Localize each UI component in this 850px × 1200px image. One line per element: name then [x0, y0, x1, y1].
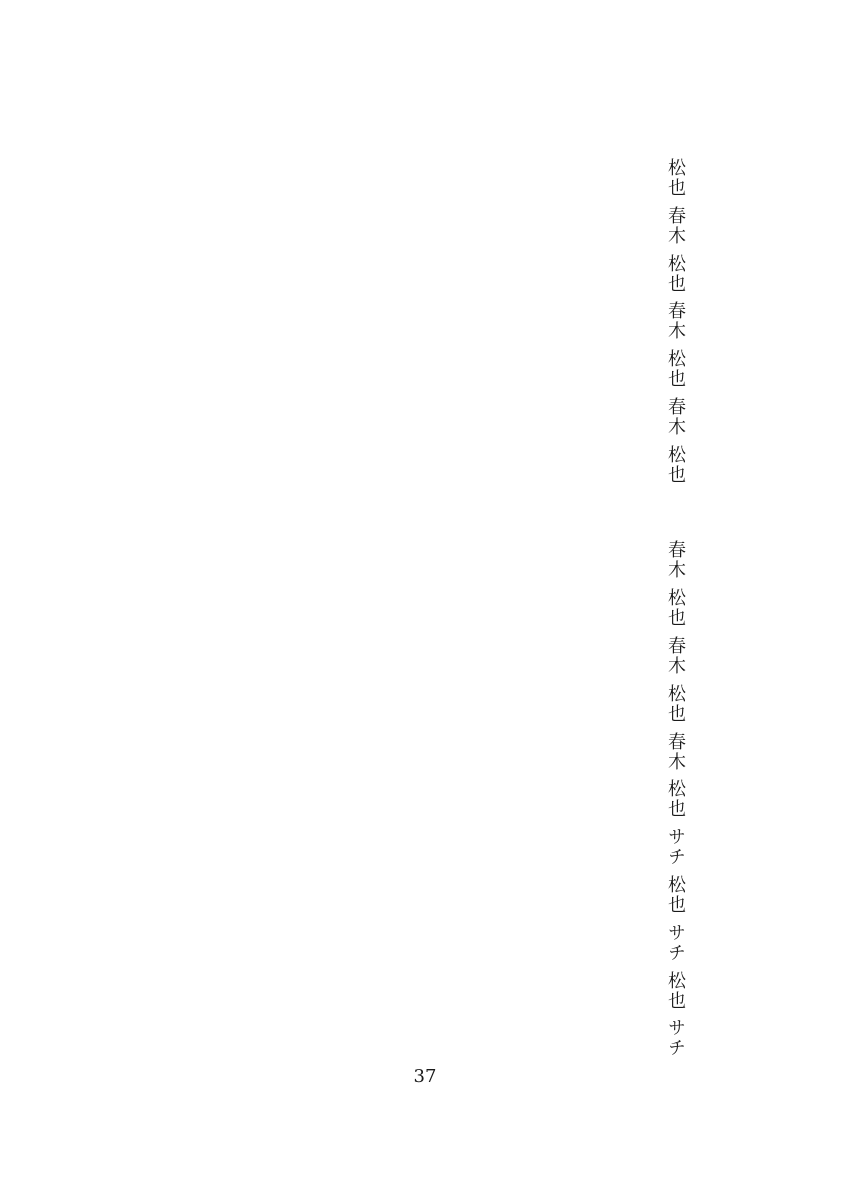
- speaker-name: 松也: [665, 588, 686, 629]
- dialogue-line: [661, 636, 690, 684]
- speaker-name: 春木: [665, 396, 686, 437]
- dialogue-line: [661, 684, 690, 732]
- dialogue-line: [661, 923, 690, 971]
- dialogue-line: [661, 827, 690, 875]
- speaker-name: サチ: [665, 827, 686, 868]
- speaker-name: 松也: [665, 158, 686, 198]
- page-number: 37: [413, 1066, 437, 1087]
- dialogue-line: [661, 301, 690, 349]
- dialogue-lines: [661, 158, 690, 1066]
- dialogue-line: [661, 158, 690, 206]
- dialogue-line: [661, 397, 690, 445]
- dialogue-line: [661, 540, 690, 588]
- speaker-name: 春木: [665, 301, 686, 342]
- speaker-name: 松也: [665, 779, 686, 820]
- speaker-name: 松也: [665, 970, 686, 1011]
- dialogue-line: [661, 445, 690, 493]
- speaker-name: 松也: [665, 444, 686, 485]
- dialogue-line: [661, 1018, 690, 1066]
- speaker-name: 松也: [665, 349, 686, 390]
- speaker-name: 春木: [665, 540, 686, 581]
- dialogue-continuation-line: [661, 493, 690, 541]
- dialogue-line: [661, 779, 690, 827]
- speaker-name: サチ: [665, 1018, 686, 1059]
- speaker-name: 春木: [665, 731, 686, 772]
- speaker-name: 松也: [665, 874, 686, 915]
- speaker-name: 松也: [665, 683, 686, 724]
- speaker-name: 松也: [665, 253, 686, 294]
- dialogue-line: [661, 349, 690, 397]
- speaker-name: 春木: [665, 205, 686, 246]
- dialogue-line: [661, 732, 690, 780]
- dialogue-line: [661, 588, 690, 636]
- speaker-name: 春木: [665, 635, 686, 676]
- speaker-name: サチ: [665, 922, 686, 963]
- script-body: [661, 158, 690, 1066]
- dialogue-line: [661, 206, 690, 254]
- dialogue-line: [661, 875, 690, 923]
- dialogue-line: [661, 254, 690, 302]
- dialogue-line: [661, 971, 690, 1019]
